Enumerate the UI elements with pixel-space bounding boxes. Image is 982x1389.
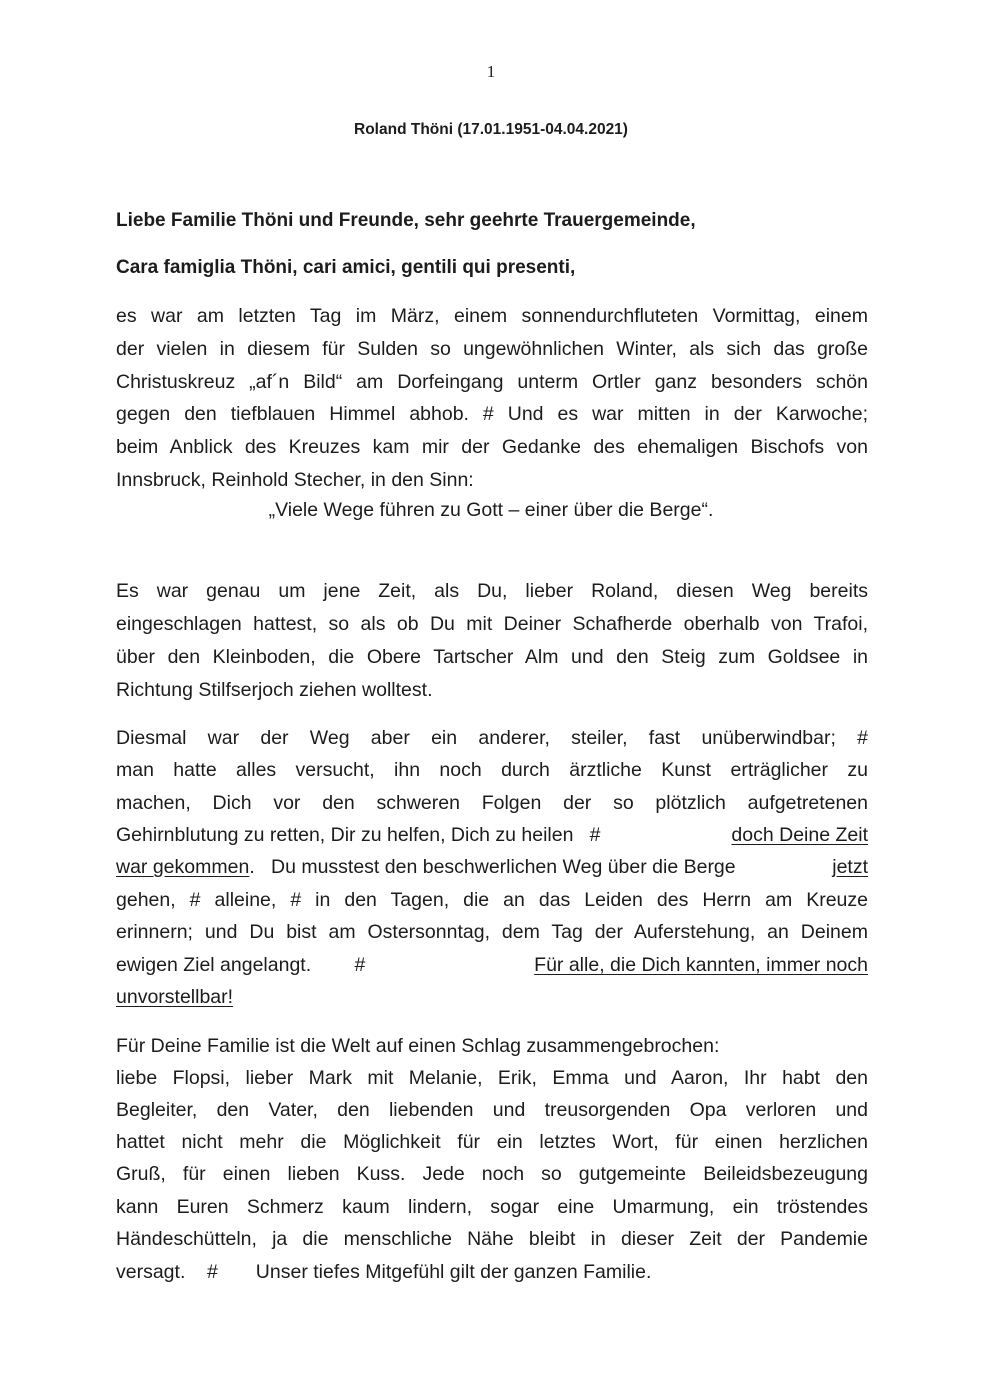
line-text: Gehirnblutung zu retten, Dir zu helfen, Dich zu heilen #	[116, 824, 639, 846]
page-number: 1	[486, 62, 496, 81]
underlined-text: Für alle, die Dich kannten, immer noch	[534, 954, 868, 976]
paragraph-3-line: machen, Dich vor den schweren Folgen der so plötzlich aufgetretenen	[116, 792, 868, 814]
paragraph-3-line: gehen, # alleine, # in den Tagen, die an das Leiden des Herrn am Kreuze	[116, 889, 868, 911]
paragraph-4-line: kann Euren Schmerz kaum lindern, sogar eine Umarmung, ein tröstendes	[116, 1196, 868, 1218]
underlined-text: war gekommen	[116, 856, 250, 878]
paragraph-1-line: Christuskreuz „af´n Bild“ am Dorfeingang unterm Ortler ganz besonders schön	[116, 371, 868, 393]
underlined-text: jetzt	[832, 856, 868, 878]
line-text: . Du musstest den beschwerlichen Weg über die Berge	[249, 856, 742, 878]
line-text: ewigen Ziel angelangt. #	[116, 954, 415, 976]
paragraph-3-line: man hatte alles versucht, ihn noch durch ärztliche Kunst erträglicher zu	[116, 759, 868, 781]
paragraph-4-line: Für Deine Familie ist die Welt auf einen Schlag zusammengebrochen:	[116, 1035, 720, 1057]
paragraph-3-line	[116, 954, 868, 976]
document-title: Roland Thöni (17.01.1951-04.04.2021)	[354, 121, 628, 138]
paragraph-1-line: es war am letzten Tag im März, einem sonnendurchfluteten Vormittag, einem	[116, 305, 868, 327]
paragraph-1-line: der vielen in diesem für Sulden so ungewöhnlichen Winter, als sich das große	[116, 338, 868, 360]
paragraph-2-line: eingeschlagen hattest, so als ob Du mit Deiner Schafherde oberhalb von Trafoi,	[116, 613, 868, 635]
paragraph-1-line: beim Anblick des Kreuzes kam mir der Gedanke des ehemaligen Bischofs von	[116, 436, 868, 458]
paragraph-2-line: Richtung Stilfserjoch ziehen wolltest.	[116, 679, 433, 701]
salutation-italian: Cara famiglia Thöni, cari amici, gentili qui presenti,	[116, 257, 576, 278]
salutation-german: Liebe Familie Thöni und Freunde, sehr geehrte Trauergemeinde,	[116, 210, 696, 231]
paragraph-3-line	[116, 856, 868, 878]
paragraph-3-line	[116, 986, 868, 1008]
paragraph-4-line: Gruß, für einen lieben Kuss. Jede noch so gutgemeinte Beileidsbezeugung	[116, 1163, 868, 1185]
paragraph-2-line: Es war genau um jene Zeit, als Du, lieber Roland, diesen Weg bereits	[116, 580, 868, 602]
paragraph-1-line: gegen den tiefblauen Himmel abhob. # Und es war mitten in der Karwoche;	[116, 403, 868, 425]
paragraph-4-line: Begleiter, den Vater, den liebenden und treusorgenden Opa verloren und	[116, 1099, 868, 1121]
paragraph-3-line: erinnern; und Du bist am Ostersonntag, dem Tag der Auferstehung, an Deinem	[116, 921, 868, 943]
bishop-quote: „Viele Wege führen zu Gott – einer über die Berge“.	[268, 499, 714, 521]
underlined-text: unvorstellbar!	[116, 986, 234, 1008]
paragraph-3-line: Diesmal war der Weg aber ein anderer, steiler, fast unüberwindbar; #	[116, 727, 868, 749]
underlined-text: doch Deine Zeit	[731, 824, 868, 846]
paragraph-4-line: versagt. # Unser tiefes Mitgefühl gilt der ganzen Familie.	[116, 1261, 652, 1283]
paragraph-1-line: Innsbruck, Reinhold Stecher, in den Sinn:	[116, 469, 474, 491]
paragraph-2-line: über den Kleinboden, die Obere Tartscher Alm und den Steig zum Goldsee in	[116, 646, 868, 668]
paragraph-4-line: hattet nicht mehr die Möglichkeit für ein letztes Wort, für einen herzlichen	[116, 1131, 868, 1153]
paragraph-4-line: Händeschütteln, ja die menschliche Nähe bleibt in dieser Zeit der Pandemie	[116, 1228, 868, 1250]
paragraph-3-line	[116, 824, 868, 846]
paragraph-4-line: liebe Flopsi, lieber Mark mit Melanie, Erik, Emma und Aaron, Ihr habt den	[116, 1067, 868, 1089]
